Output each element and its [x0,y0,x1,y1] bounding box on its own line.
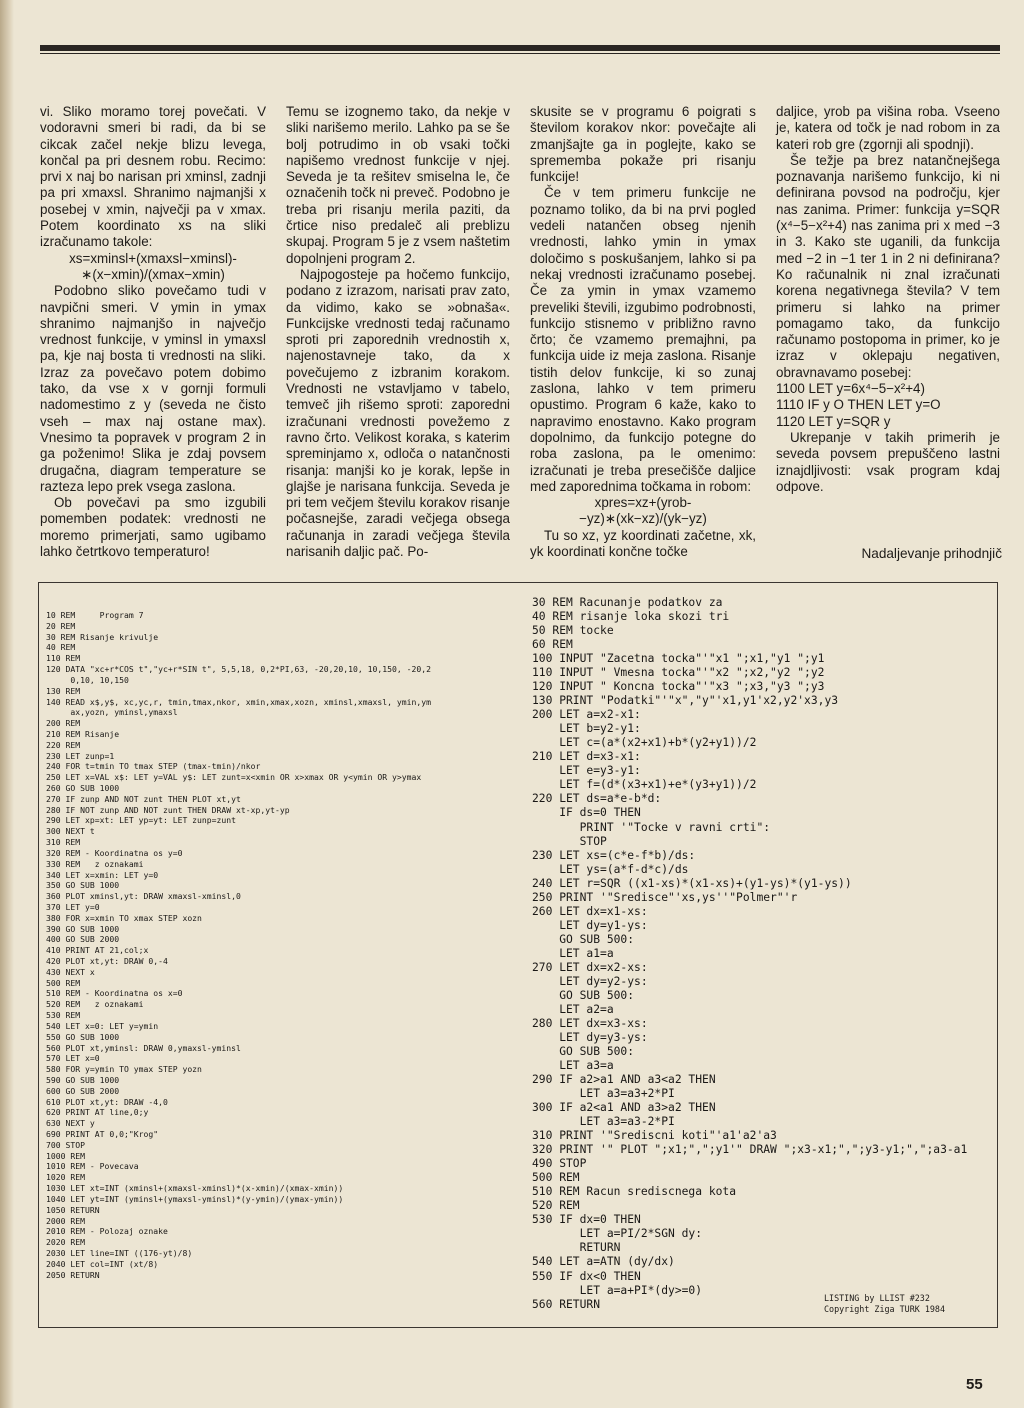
paragraph: skusite se v programu 6 poigrati s številom korakov nkor: povečajte ali zmanjšajte ga in poglejte, kako se sprememba pokaže pri risanju funkcije! [530,104,760,185]
paragraph: 1100 LET y=6x⁴−5−x²+4) 1110 IF y O THEN LET y=O 1120 LET y=SQR y [776,381,941,429]
paragraph: Če v tem primeru funkcije ne poznamo toliko, da bi na prvi pogled vedeli natančen obseg njenih vrednosti, lahko ymin in ymax določimo s poskušanjem, lahko si pa nekaj vrednosti izračunamo posebej. Če za ymin in ymax vzamemo preveliki števili, izgubimo podrobnosti, funkcijo stisnemo v približno ravno črto; če vzamemo premajhni, pa funkcija uide iz meja zaslona. Risanje tistih delov funkcije, ki so zunaj zaslona, lahko v tem primeru opustimo. Program 6 kaže, kako to napravimo enostavno. Kako program dopolnimo, da funkcijo potegne do roba zaslona, pa le omenimo: izračunati je treba presečišče daljice med zaporednima točkama in robom: [530,185,760,494]
paragraph: xpres=xz+(yrob- −yz)∗(xk−xz)/(yk−yz) [579,495,707,527]
paragraph: xs=xminsl+(xmaxsl−xminsl)- ∗(x−xmin)/(xmax−xmin) [69,250,237,282]
paragraph: Temu se izognemo tako, da nekje v sliki narišemo merilo. Lahko pa se še bolj potrudimo in ob vsaki točki napišemo vrednost funkcije v njej. Seveda je ta rešitev smiselna le, če označenih točk ni preveč. Podobno je treba pri risanju merila paziti, da črtice niso predaleč ali preblizu skupaj. Program 5 je z vsem naštetim dopolnjeni program 2. [286,104,514,266]
paragraph: vi. Sliko moramo torej povečati. V vodoravni smeri bi radi, da bi se cikcak začel nekje blizu levega, končal pa pri desnem robu. Recimo: prvi x naj bo narisan pri xminsl, zadnji pa pri xmaxsl. Shranimo najmanjši x posebej v xmin, največji pa v xmax. Potem koordinato xs na sliki izračunamo takole: [40,104,270,250]
paragraph: Tu so xz, yz koordinati začetne, xk, yk koordinati končne točke [530,527,760,560]
page-spine-shadow [0,0,14,1408]
article-column-1 [40,104,270,560]
paragraph: Še težje pa brez natančnejšega poznavanja narišemo funkcijo, ki ni definirana povsod na področju, kjer nas zanima. Primer: funkcija y=SQR (x⁴−5−x²+4) nas zanima pri x med −3 in 3. Kako ste uganili, da funkcija med −2 in −1 ter 1 in 2 ni definirana? Ko računalnik ni znal izračunati korena negativnega števila? V tem primeru si lahko na primer pomagamo tako, da funkcijo računamo postopoma in primer, ko je izraz v oklepaju negativen, obravnavamo posebej: [776,152,1004,380]
program-7-listing: 10 REM Program 7 20 REM 30 REM Risanje krivulje 40 REM 110 REM 120 DATA "xc+r*COS t","yc+r*SIN t", 5,5,18, 0,2*PI,63, -20,20,10, 10,150, -20,2 0,10, 10,150 130 REM 140 READ x$,y$, xc,yc,r, tmin,tmax,nkor, xmin,xmax,xozn, xminsl,xmaxsl, ymin,ym ax,yozn, yminsl,ymaxsl 200 REM 210 REM Risanje 220 REM 230 LET zunp=1 240 FOR t=tmin TO tmax STEP (tmax-tmin)/nkor 250 LET x=VAL x$: LET y=VAL y$: LET zunt=x<xmin OR x>xmax OR y<ymin OR y>ymax 260 GO SUB 1000 270 IF zunp AND NOT zunt THEN PLOT xt,yt 280 IF NOT zunp AND NOT zunt THEN DRAW xt-xp,yt-yp 290 LET xp=xt: LET yp=yt: LET zunp=zunt 300 NEXT t 310 REM 320 REM - Koordinatna os y=0 330 REM z oznakami 340 LET x=xmin: LET y=0 350 GO SUB 1000 360 PLOT xminsl,yt: DRAW xmaxsl-xminsl,0 370 LET y=0 380 FOR x=xmin TO xmax STEP xozn 390 GO SUB 1000 400 GO SUB 2000 410 PRINT AT 21,col;x 420 PLOT xt,yt: DRAW 0,-4 430 NEXT x 500 REM 510 REM - Koordinatna os x=0 520 REM z oznakami 530 REM 540 LET x=0: LET y=ymin 550 GO SUB 1000 560 PLOT xt,yminsl: DRAW 0,ymaxsl-yminsl 570 LET x=0 580 FOR y=ymin TO ymax STEP yozn 590 GO SUB 1000 600 GO SUB 2000 610 PLOT xt,yt: DRAW -4,0 620 PRINT AT line,0;y 630 NEXT y 690 PRINT AT 0,0;"Krog" 700 STOP 1000 REM 1010 REM - Povecava 1020 REM 1030 LET xt=INT (xminsl+(xmaxsl-xminsl)*(x-xmin)/(xmax-xmin)) 1040 LET yt=INT (yminsl+(ymaxsl-yminsl)*(y-ymin)/(ymax-ymin)) 1050 RETURN 2000 REM 2010 REM - Polozaj oznake 2020 REM 2030 LET line=INT ((176-yt)/8) 2040 LET col=INT (xt/8) 2050 RETURN [46,610,431,1280]
arc-program-listing: 30 REM Racunanje podatkov za 40 REM risanje loka skozi tri 50 REM tocke 60 REM 100 INPUT "Zacetna tocka"'"x1 ";x1,"y1 ";y1 110 INPUT " Vmesna tocka"'"x2 ";x2,"y2 ";y2 120 INPUT " Koncna tocka"'"x3 ";x3,"y3 ";y3 130 PRINT "Podatki"'"x","y"'x1,y1'x2,y2'x3,y3 200 LET a=x2-x1: LET b=y2-y1: LET c=(a*(x2+x1)+b*(y2+y1))/2 210 LET d=x3-x1: LET e=y3-y1: LET f=(d*(x3+x1)+e*(y3+y1))/2 220 LET ds=a*e-b*d: IF ds=0 THEN PRINT '"Tocke v ravni crti": STOP 230 LET xs=(c*e-f*b)/ds: LET ys=(a*f-d*c)/ds 240 LET r=SQR ((x1-xs)*(x1-xs)+(y1-ys)*(y1-ys)) 250 PRINT '"Sredisce"'xs,ys''"Polmer"'r 260 LET dx=x1-xs: LET dy=y1-ys: GO SUB 500: LET a1=a 270 LET dx=x2-xs: LET dy=y2-ys: GO SUB 500: LET a2=a 280 LET dx=x3-xs: LET dy=y3-ys: GO SUB 500: LET a3=a 290 IF a2>a1 AND a3<a2 THEN LET a3=a3+2*PI 300 IF a2<a1 AND a3>a2 THEN LET a3=a3-2*PI 310 PRINT '"Srediscni koti"'a1'a2'a3 320 PRINT '" PLOT ";x1;",";y1'" DRAW ";x3-x1;",";y3-y1;",";a3-a1 490 STOP 500 REM 510 REM Racun srediscnega kota 520 REM 530 IF dx=0 THEN LET a=PI/2*SGN dy: RETURN 540 LET a=ATN (dy/dx) 550 IF dx<0 THEN LET a=a+PI*(dy>=0) 560 RETURN [532,596,968,1311]
continued-note: Nadaljevanje prihodnjič [861,546,1002,561]
listing-credit: LISTING by LLIST #232 Copyright Ziga TURK 1984 [824,1293,946,1314]
paragraph: Ukrepanje v takih primerih je seveda povsem prepuščeno lastni iznajdljivosti: vsak program kdaj odpove. [776,429,1004,494]
header-rule-thin [40,53,1000,54]
header-rule [40,45,1000,51]
page-number: 55 [966,1376,983,1393]
article-column-2 [286,104,514,560]
paragraph: daljice, yrob pa višina roba. Vseeno je, katera od točk je nad robom in za kateri rob gre (zgornji ali spodnji). [776,104,1004,152]
paragraph: Ob povečavi pa smo izgubili pomemben podatek: vrednosti ne moremo primerjati, samo ugibamo lahko četrtkovo temperaturo! [40,495,270,560]
paragraph: Podobno sliko povečamo tudi v navpični smeri. V ymin in ymax shranimo najmanjšo in največjo vrednost funkcije, v yminsl in ymaxsl pa, kje naj bosta ti vrednosti na sliki. Izraz za povečavo potem dobimo tako, da vse x v gornji formuli nadomestimo z y (seveda ne čisto vseh – max naj ostane max). Vnesimo ta popravek v program 2 in ga poženimo! Slika je zdaj povsem drugačna, diagram temperature se razteza lepo prek vsega zaslona. [40,283,270,494]
paragraph: Najpogosteje pa hočemo funkcijo, podano z izrazom, narisati prav zato, da vidimo, kako se »obnaša«. Funkcijske vrednosti tedaj računamo sproti pri zaporednih vrednostih x, najenostavneje tako, da x povečujemo z izbranim korakom. Vrednosti ne vstavljamo v tabelo, temveč jih rišemo sproti: zaporedni izračunani vrednosti povežemo z ravno črto. Velikost koraka, s katerim spreminjamo x, odloča o natančnosti risanja: manjši ko je korak, lepše in glajše je narisana funkcija. Seveda je pri tem večjem številu korakov risanje počasnejše, zaradi večjega obsega računanja in zaradi večjega števila narisanih daljic pač. Po- [286,266,514,560]
article-column-4 [776,104,1004,495]
article-column-3 [530,104,760,560]
